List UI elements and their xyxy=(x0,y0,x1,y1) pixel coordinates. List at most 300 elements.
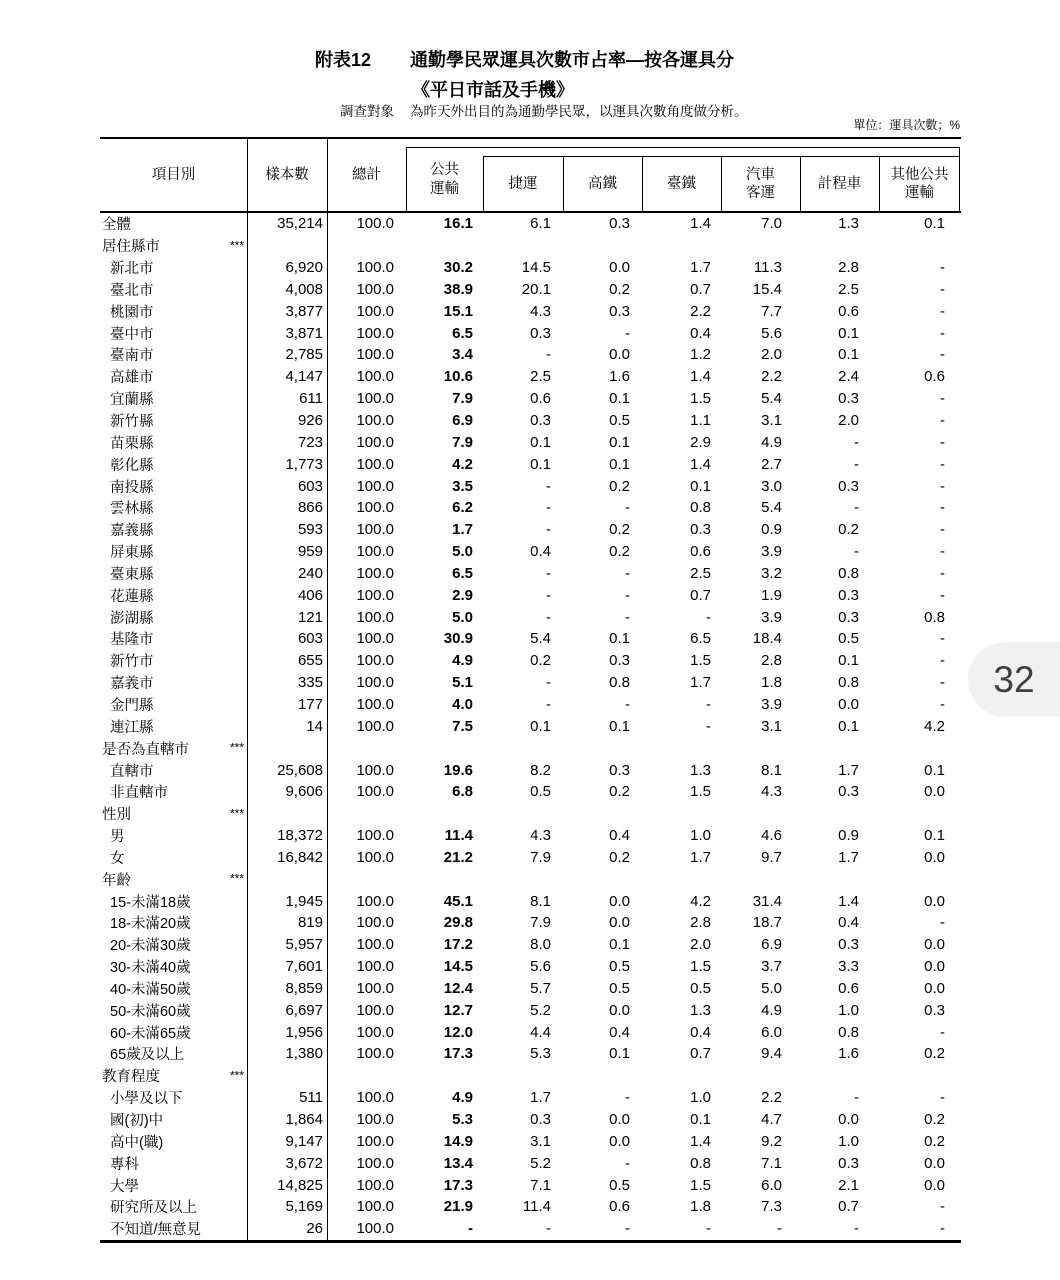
cell-tra: 1.7 xyxy=(690,848,711,866)
table-bottom-border xyxy=(100,1240,961,1243)
cell-hsr: 0.0 xyxy=(609,1111,630,1129)
cell-taxi: 2.0 xyxy=(838,412,859,430)
table-row xyxy=(100,890,960,912)
cell-bus: 2.0 xyxy=(761,346,782,364)
cell-pt: 7.5 xyxy=(452,717,473,735)
cell-bus: 5.4 xyxy=(761,390,782,408)
cell-sample: 8,859 xyxy=(285,979,323,997)
page-subtitle: 《平日市話及手機》 xyxy=(412,80,574,100)
table-row xyxy=(100,912,960,934)
cell-pt: 7.9 xyxy=(452,390,473,408)
table-row xyxy=(100,1021,960,1043)
table-row xyxy=(100,715,960,737)
cell-hsr: 0.0 xyxy=(609,914,630,932)
cell-total: 100.0 xyxy=(356,586,394,604)
cell-other: - xyxy=(940,1198,945,1216)
cell-pt: 21.9 xyxy=(443,1198,473,1216)
cell-mrt: 0.4 xyxy=(530,543,551,561)
cell-bus: 3.0 xyxy=(761,477,782,495)
table-row xyxy=(100,1043,960,1065)
cell-pt: 30.9 xyxy=(443,630,473,648)
table-row xyxy=(100,257,960,279)
cell-sample: 593 xyxy=(297,521,323,539)
cell-tra: 0.3 xyxy=(690,521,711,539)
table-row xyxy=(100,803,960,825)
cell-other: - xyxy=(940,324,945,342)
cell-taxi: 1.7 xyxy=(838,848,859,866)
cell-sample: 16,842 xyxy=(277,848,323,866)
cell-sample: 611 xyxy=(299,390,323,408)
row-label: 苗栗縣 xyxy=(110,435,154,452)
cell-total: 100.0 xyxy=(356,608,394,626)
cell-other: - xyxy=(940,302,945,320)
row-label: 臺東縣 xyxy=(110,566,154,583)
cell-taxi: - xyxy=(854,499,859,517)
cell-pt: 21.2 xyxy=(443,848,473,866)
row-label: 40-未滿50歲 xyxy=(110,981,191,998)
cell-other: 4.2 xyxy=(924,717,945,735)
cell-total: 100.0 xyxy=(356,259,394,277)
cell-pt: 16.1 xyxy=(443,215,473,233)
cell-hsr: 0.1 xyxy=(609,717,630,735)
significance-marker: *** xyxy=(229,871,244,886)
cell-tra: 1.3 xyxy=(690,1001,711,1019)
cell-other: - xyxy=(940,455,945,473)
cell-bus: 7.1 xyxy=(761,1154,782,1172)
cell-total: 100.0 xyxy=(356,1111,394,1129)
cell-taxi: - xyxy=(854,543,859,561)
cell-pt: 4.9 xyxy=(452,1089,473,1107)
cell-sample: 1,773 xyxy=(285,455,323,473)
cell-sample: 1,956 xyxy=(285,1023,323,1041)
cell-pt: 6.9 xyxy=(452,412,473,430)
cell-sample: 603 xyxy=(297,477,323,495)
table-row xyxy=(100,300,960,322)
cell-taxi: 0.9 xyxy=(838,827,859,845)
cell-taxi: 0.1 xyxy=(838,346,859,364)
cell-total: 100.0 xyxy=(356,433,394,451)
table-row xyxy=(100,781,960,803)
cell-taxi: 1.0 xyxy=(838,1001,859,1019)
row-label: 基隆市 xyxy=(110,632,154,649)
cell-mrt: 8.0 xyxy=(530,936,551,954)
cell-other: 0.0 xyxy=(924,936,945,954)
cell-total: 100.0 xyxy=(356,761,394,779)
cell-taxi: 0.3 xyxy=(838,477,859,495)
row-label: 澎湖縣 xyxy=(110,610,154,627)
cell-tra: 0.5 xyxy=(690,979,711,997)
table-row xyxy=(100,344,960,366)
cell-total: 100.0 xyxy=(356,1089,394,1107)
row-label: 金門縣 xyxy=(110,697,154,714)
cell-other: - xyxy=(940,521,945,539)
cell-hsr: - xyxy=(625,608,630,626)
cell-mrt: 11.4 xyxy=(522,1198,551,1216)
cell-taxi: - xyxy=(854,1089,859,1107)
cell-mrt: 5.2 xyxy=(530,1001,551,1019)
cell-total: 100.0 xyxy=(356,324,394,342)
row-label: 非直轄市 xyxy=(110,785,168,802)
cell-mrt: 5.7 xyxy=(530,979,551,997)
row-label: 不知道/無意見 xyxy=(110,1222,202,1239)
cell-hsr: 0.1 xyxy=(609,455,630,473)
cell-sample: 655 xyxy=(297,652,323,670)
cell-bus: 4.6 xyxy=(761,827,782,845)
col-header-other-public: 其他公共運輸 xyxy=(890,166,949,201)
survey-text: 為昨天外出目的為通勤學民眾，以運具次數角度做分析。 xyxy=(410,104,748,119)
cell-total: 100.0 xyxy=(356,630,394,648)
cell-total: 100.0 xyxy=(356,936,394,954)
cell-pt: 15.1 xyxy=(443,302,473,320)
cell-total: 100.0 xyxy=(356,958,394,976)
significance-marker: *** xyxy=(229,1068,244,1083)
cell-bus: 6.0 xyxy=(761,1023,782,1041)
cell-other: 0.0 xyxy=(924,1176,945,1194)
cell-other: 0.0 xyxy=(924,892,945,910)
significance-marker: *** xyxy=(229,806,244,821)
cell-total: 100.0 xyxy=(356,827,394,845)
cell-pt: 4.2 xyxy=(452,455,473,473)
cell-taxi: 2.5 xyxy=(838,280,859,298)
cell-tra: 0.4 xyxy=(690,1023,711,1041)
row-label: 性別 *** xyxy=(102,806,244,824)
table-row xyxy=(100,1174,960,1196)
cell-mrt: 8.1 xyxy=(530,892,551,910)
cell-pt: 11.4 xyxy=(444,827,473,845)
cell-hsr: 0.2 xyxy=(609,521,630,539)
cell-taxi: 0.3 xyxy=(838,390,859,408)
cell-taxi: 1.4 xyxy=(838,892,859,910)
cell-hsr: - xyxy=(625,695,630,713)
cell-sample: 1,945 xyxy=(285,892,323,910)
cell-total: 100.0 xyxy=(356,914,394,932)
cell-other: - xyxy=(940,564,945,582)
row-label: 65歲及以上 xyxy=(110,1047,185,1064)
cell-total: 100.0 xyxy=(356,302,394,320)
cell-total: 100.0 xyxy=(356,1023,394,1041)
cell-bus: 5.6 xyxy=(761,324,782,342)
cell-bus: 1.9 xyxy=(761,586,782,604)
cell-other: - xyxy=(940,674,945,692)
table-row xyxy=(100,825,960,847)
row-label: 宜蘭縣 xyxy=(110,392,154,409)
cell-bus: 0.9 xyxy=(761,521,782,539)
cell-sample: 121 xyxy=(297,608,323,626)
cell-pt: - xyxy=(468,1220,473,1238)
cell-sample: 4,008 xyxy=(285,280,323,298)
cell-pt: 3.4 xyxy=(452,346,473,364)
cell-hsr: - xyxy=(625,1089,630,1107)
cell-tra: 1.0 xyxy=(690,827,711,845)
cell-mrt: 6.1 xyxy=(530,215,551,233)
survey-label: 調查對象 xyxy=(340,104,394,119)
cell-pt: 19.6 xyxy=(443,761,473,779)
row-label: 花蓮縣 xyxy=(110,588,154,605)
cell-bus: 2.2 xyxy=(761,1089,782,1107)
cell-mrt: - xyxy=(546,695,551,713)
cell-hsr: 0.5 xyxy=(609,979,630,997)
cell-tra: 1.7 xyxy=(690,259,711,277)
row-label: 彰化縣 xyxy=(110,457,154,474)
cell-mrt: 5.4 xyxy=(530,630,551,648)
cell-sample: 4,147 xyxy=(285,368,323,386)
cell-sample: 177 xyxy=(297,695,323,713)
cell-total: 100.0 xyxy=(356,521,394,539)
cell-sample: 1,864 xyxy=(285,1111,323,1129)
cell-mrt: 0.2 xyxy=(530,652,551,670)
cell-total: 100.0 xyxy=(356,717,394,735)
cell-total: 100.0 xyxy=(356,564,394,582)
cell-bus: 7.3 xyxy=(761,1198,782,1216)
cell-tra: 2.9 xyxy=(690,433,711,451)
cell-hsr: 0.0 xyxy=(609,1132,630,1150)
cell-mrt: 7.9 xyxy=(530,848,551,866)
cell-hsr: - xyxy=(625,1154,630,1172)
cell-mrt: 8.2 xyxy=(530,761,551,779)
row-label: 桃園市 xyxy=(110,304,154,321)
cell-bus: 3.9 xyxy=(761,695,782,713)
cell-total: 100.0 xyxy=(356,390,394,408)
cell-other: - xyxy=(940,477,945,495)
cell-taxi: 3.3 xyxy=(838,958,859,976)
table-row xyxy=(100,956,960,978)
cell-pt: 17.2 xyxy=(443,936,473,954)
cell-sample: 1,380 xyxy=(285,1045,323,1063)
cell-mrt: 1.7 xyxy=(530,1089,551,1107)
cell-tra: 2.2 xyxy=(690,302,711,320)
cell-pt: 12.0 xyxy=(443,1023,473,1041)
cell-total: 100.0 xyxy=(356,674,394,692)
cell-sample: 3,672 xyxy=(285,1154,323,1172)
cell-taxi: 0.6 xyxy=(838,302,859,320)
cell-sample: 959 xyxy=(297,543,323,561)
cell-taxi: 0.1 xyxy=(838,652,859,670)
cell-sample: 26 xyxy=(306,1220,323,1238)
cell-tra: 1.7 xyxy=(690,674,711,692)
cell-total: 100.0 xyxy=(356,1220,394,1238)
cell-bus: 4.9 xyxy=(761,1001,782,1019)
cell-other: 0.2 xyxy=(924,1045,945,1063)
cell-sample: 14,825 xyxy=(277,1176,323,1194)
cell-bus: 4.7 xyxy=(761,1111,782,1129)
cell-other: - xyxy=(940,1023,945,1041)
cell-bus: 4.3 xyxy=(761,783,782,801)
cell-total: 100.0 xyxy=(356,1176,394,1194)
cell-pt: 4.9 xyxy=(452,652,473,670)
cell-pt: 5.1 xyxy=(452,674,473,692)
col-header-tra: 臺鐵 xyxy=(667,175,696,192)
row-label: 連江縣 xyxy=(110,719,154,736)
cell-tra: 1.5 xyxy=(690,1176,711,1194)
cell-taxi: 0.1 xyxy=(838,717,859,735)
cell-other: - xyxy=(940,433,945,451)
cell-sample: 25,608 xyxy=(277,761,323,779)
row-label: 臺北市 xyxy=(110,282,154,299)
table-row xyxy=(100,1087,960,1109)
cell-mrt: 5.3 xyxy=(530,1045,551,1063)
cell-taxi: 1.6 xyxy=(838,1045,859,1063)
cell-tra: 1.4 xyxy=(690,455,711,473)
cell-taxi: 0.3 xyxy=(838,783,859,801)
row-label: 30-未滿40歲 xyxy=(110,960,191,977)
table-row xyxy=(100,279,960,301)
cell-bus: 9.4 xyxy=(761,1045,782,1063)
cell-hsr: 0.5 xyxy=(609,958,630,976)
table-row xyxy=(100,235,960,257)
cell-taxi: 1.3 xyxy=(838,215,859,233)
table-row xyxy=(100,694,960,716)
cell-sample: 926 xyxy=(297,412,323,430)
cell-sample: 335 xyxy=(297,674,323,692)
cell-sample: 6,697 xyxy=(285,1001,323,1019)
table-row xyxy=(100,453,960,475)
row-label: 18-未滿20歲 xyxy=(110,916,191,933)
cell-bus: 3.1 xyxy=(761,717,782,735)
cell-sample: 866 xyxy=(297,499,323,517)
col-header-mrt: 捷運 xyxy=(508,175,538,192)
row-label: 新竹市 xyxy=(110,654,154,671)
row-label: 臺南市 xyxy=(110,348,154,365)
cell-taxi: 2.1 xyxy=(838,1176,859,1194)
cell-taxi: 0.1 xyxy=(838,324,859,342)
cell-total: 100.0 xyxy=(356,652,394,670)
cell-other: - xyxy=(940,630,945,648)
table-row xyxy=(100,431,960,453)
cell-bus: 3.1 xyxy=(761,412,782,430)
cell-total: 100.0 xyxy=(356,280,394,298)
cell-tra: 1.2 xyxy=(690,346,711,364)
table-row xyxy=(100,584,960,606)
row-label: 屏東縣 xyxy=(110,545,154,562)
cell-pt: 10.6 xyxy=(443,368,473,386)
table-row xyxy=(100,672,960,694)
cell-hsr: - xyxy=(625,499,630,517)
cell-tra: 0.4 xyxy=(690,324,711,342)
row-label: 60-未滿65歲 xyxy=(110,1025,191,1042)
title-row xyxy=(315,46,734,72)
cell-mrt: 2.5 xyxy=(530,368,551,386)
row-label: 國(初)中 xyxy=(110,1113,164,1130)
cell-sample: 35,214 xyxy=(277,215,323,233)
significance-marker: *** xyxy=(229,740,244,755)
cell-pt: 13.4 xyxy=(443,1154,473,1172)
cell-hsr: 0.2 xyxy=(609,848,630,866)
cell-bus: 31.4 xyxy=(752,892,782,910)
cell-taxi: 0.6 xyxy=(838,979,859,997)
cell-other: - xyxy=(940,499,945,517)
row-label: 女 xyxy=(110,850,125,867)
cell-taxi: 0.3 xyxy=(838,586,859,604)
cell-mrt: - xyxy=(546,564,551,582)
cell-tra: - xyxy=(706,717,711,735)
table-row xyxy=(100,759,960,781)
cell-sample: 7,601 xyxy=(285,958,323,976)
cell-other: 0.0 xyxy=(924,1154,945,1172)
cell-sample: 406 xyxy=(297,586,323,604)
cell-taxi: 0.0 xyxy=(838,1111,859,1129)
cell-mrt: 14.5 xyxy=(521,259,551,277)
table-row xyxy=(100,650,960,672)
cell-total: 100.0 xyxy=(356,695,394,713)
cell-tra: 1.5 xyxy=(690,958,711,976)
cell-mrt: 7.9 xyxy=(530,914,551,932)
cell-tra: 0.1 xyxy=(690,477,711,495)
cell-sample: 5,169 xyxy=(285,1198,323,1216)
cell-hsr: 0.1 xyxy=(609,936,630,954)
cell-tra: 0.7 xyxy=(690,586,711,604)
cell-mrt: 4.4 xyxy=(530,1023,551,1041)
table-row xyxy=(100,1065,960,1087)
cell-hsr: 0.1 xyxy=(609,390,630,408)
cell-bus: 3.7 xyxy=(761,958,782,976)
cell-mrt: 0.1 xyxy=(530,717,551,735)
cell-tra: 0.1 xyxy=(690,1111,711,1129)
cell-mrt: - xyxy=(546,477,551,495)
cell-hsr: 0.0 xyxy=(609,1001,630,1019)
cell-hsr: 0.2 xyxy=(609,783,630,801)
cell-tra: 1.5 xyxy=(690,783,711,801)
cell-tra: 1.4 xyxy=(690,215,711,233)
row-label: 全體 xyxy=(102,217,131,234)
unit-note: 單位：運具次數；% xyxy=(853,118,960,132)
table-row xyxy=(100,1130,960,1152)
cell-sample: 723 xyxy=(297,433,323,451)
col-header-bus: 汽車客運 xyxy=(746,166,775,201)
cell-pt: 30.2 xyxy=(443,259,473,277)
cell-sample: 9,606 xyxy=(285,783,323,801)
cell-total: 100.0 xyxy=(356,1154,394,1172)
row-label: 嘉義縣 xyxy=(110,523,154,540)
cell-bus: 9.2 xyxy=(761,1132,782,1150)
cell-mrt: 0.3 xyxy=(530,412,551,430)
cell-total: 100.0 xyxy=(356,892,394,910)
cell-taxi: 0.0 xyxy=(838,695,859,713)
cell-hsr: 0.3 xyxy=(609,652,630,670)
cell-taxi: 0.8 xyxy=(838,564,859,582)
cell-total: 100.0 xyxy=(356,848,394,866)
row-label: 高雄市 xyxy=(110,370,154,387)
cell-total: 100.0 xyxy=(356,1198,394,1216)
cell-hsr: 0.0 xyxy=(609,892,630,910)
cell-tra: 0.6 xyxy=(690,543,711,561)
cell-mrt: 0.6 xyxy=(530,390,551,408)
cell-other: - xyxy=(940,914,945,932)
cell-sample: 14 xyxy=(306,717,323,735)
cell-other: 0.3 xyxy=(924,1001,945,1019)
cell-total: 100.0 xyxy=(356,1001,394,1019)
table-row xyxy=(100,934,960,956)
cell-hsr: 0.8 xyxy=(609,674,630,692)
cell-bus: 3.2 xyxy=(761,564,782,582)
cell-other: - xyxy=(940,346,945,364)
cell-total: 100.0 xyxy=(356,412,394,430)
cell-hsr: 0.0 xyxy=(609,346,630,364)
cell-other: - xyxy=(940,412,945,430)
cell-mrt: 4.3 xyxy=(530,302,551,320)
page-number: 32 xyxy=(993,658,1035,700)
cell-hsr: 0.5 xyxy=(609,1176,630,1194)
cell-bus: 5.0 xyxy=(761,979,782,997)
cell-other: 0.1 xyxy=(924,761,945,779)
cell-tra: 0.7 xyxy=(690,280,711,298)
row-label: 小學及以下 xyxy=(110,1091,183,1108)
cell-bus: 2.8 xyxy=(761,652,782,670)
cell-other: 0.8 xyxy=(924,608,945,626)
row-label: 專科 xyxy=(110,1156,139,1173)
cell-tra: 2.0 xyxy=(690,936,711,954)
cell-other: 0.0 xyxy=(924,783,945,801)
cell-mrt: 3.1 xyxy=(530,1132,551,1150)
